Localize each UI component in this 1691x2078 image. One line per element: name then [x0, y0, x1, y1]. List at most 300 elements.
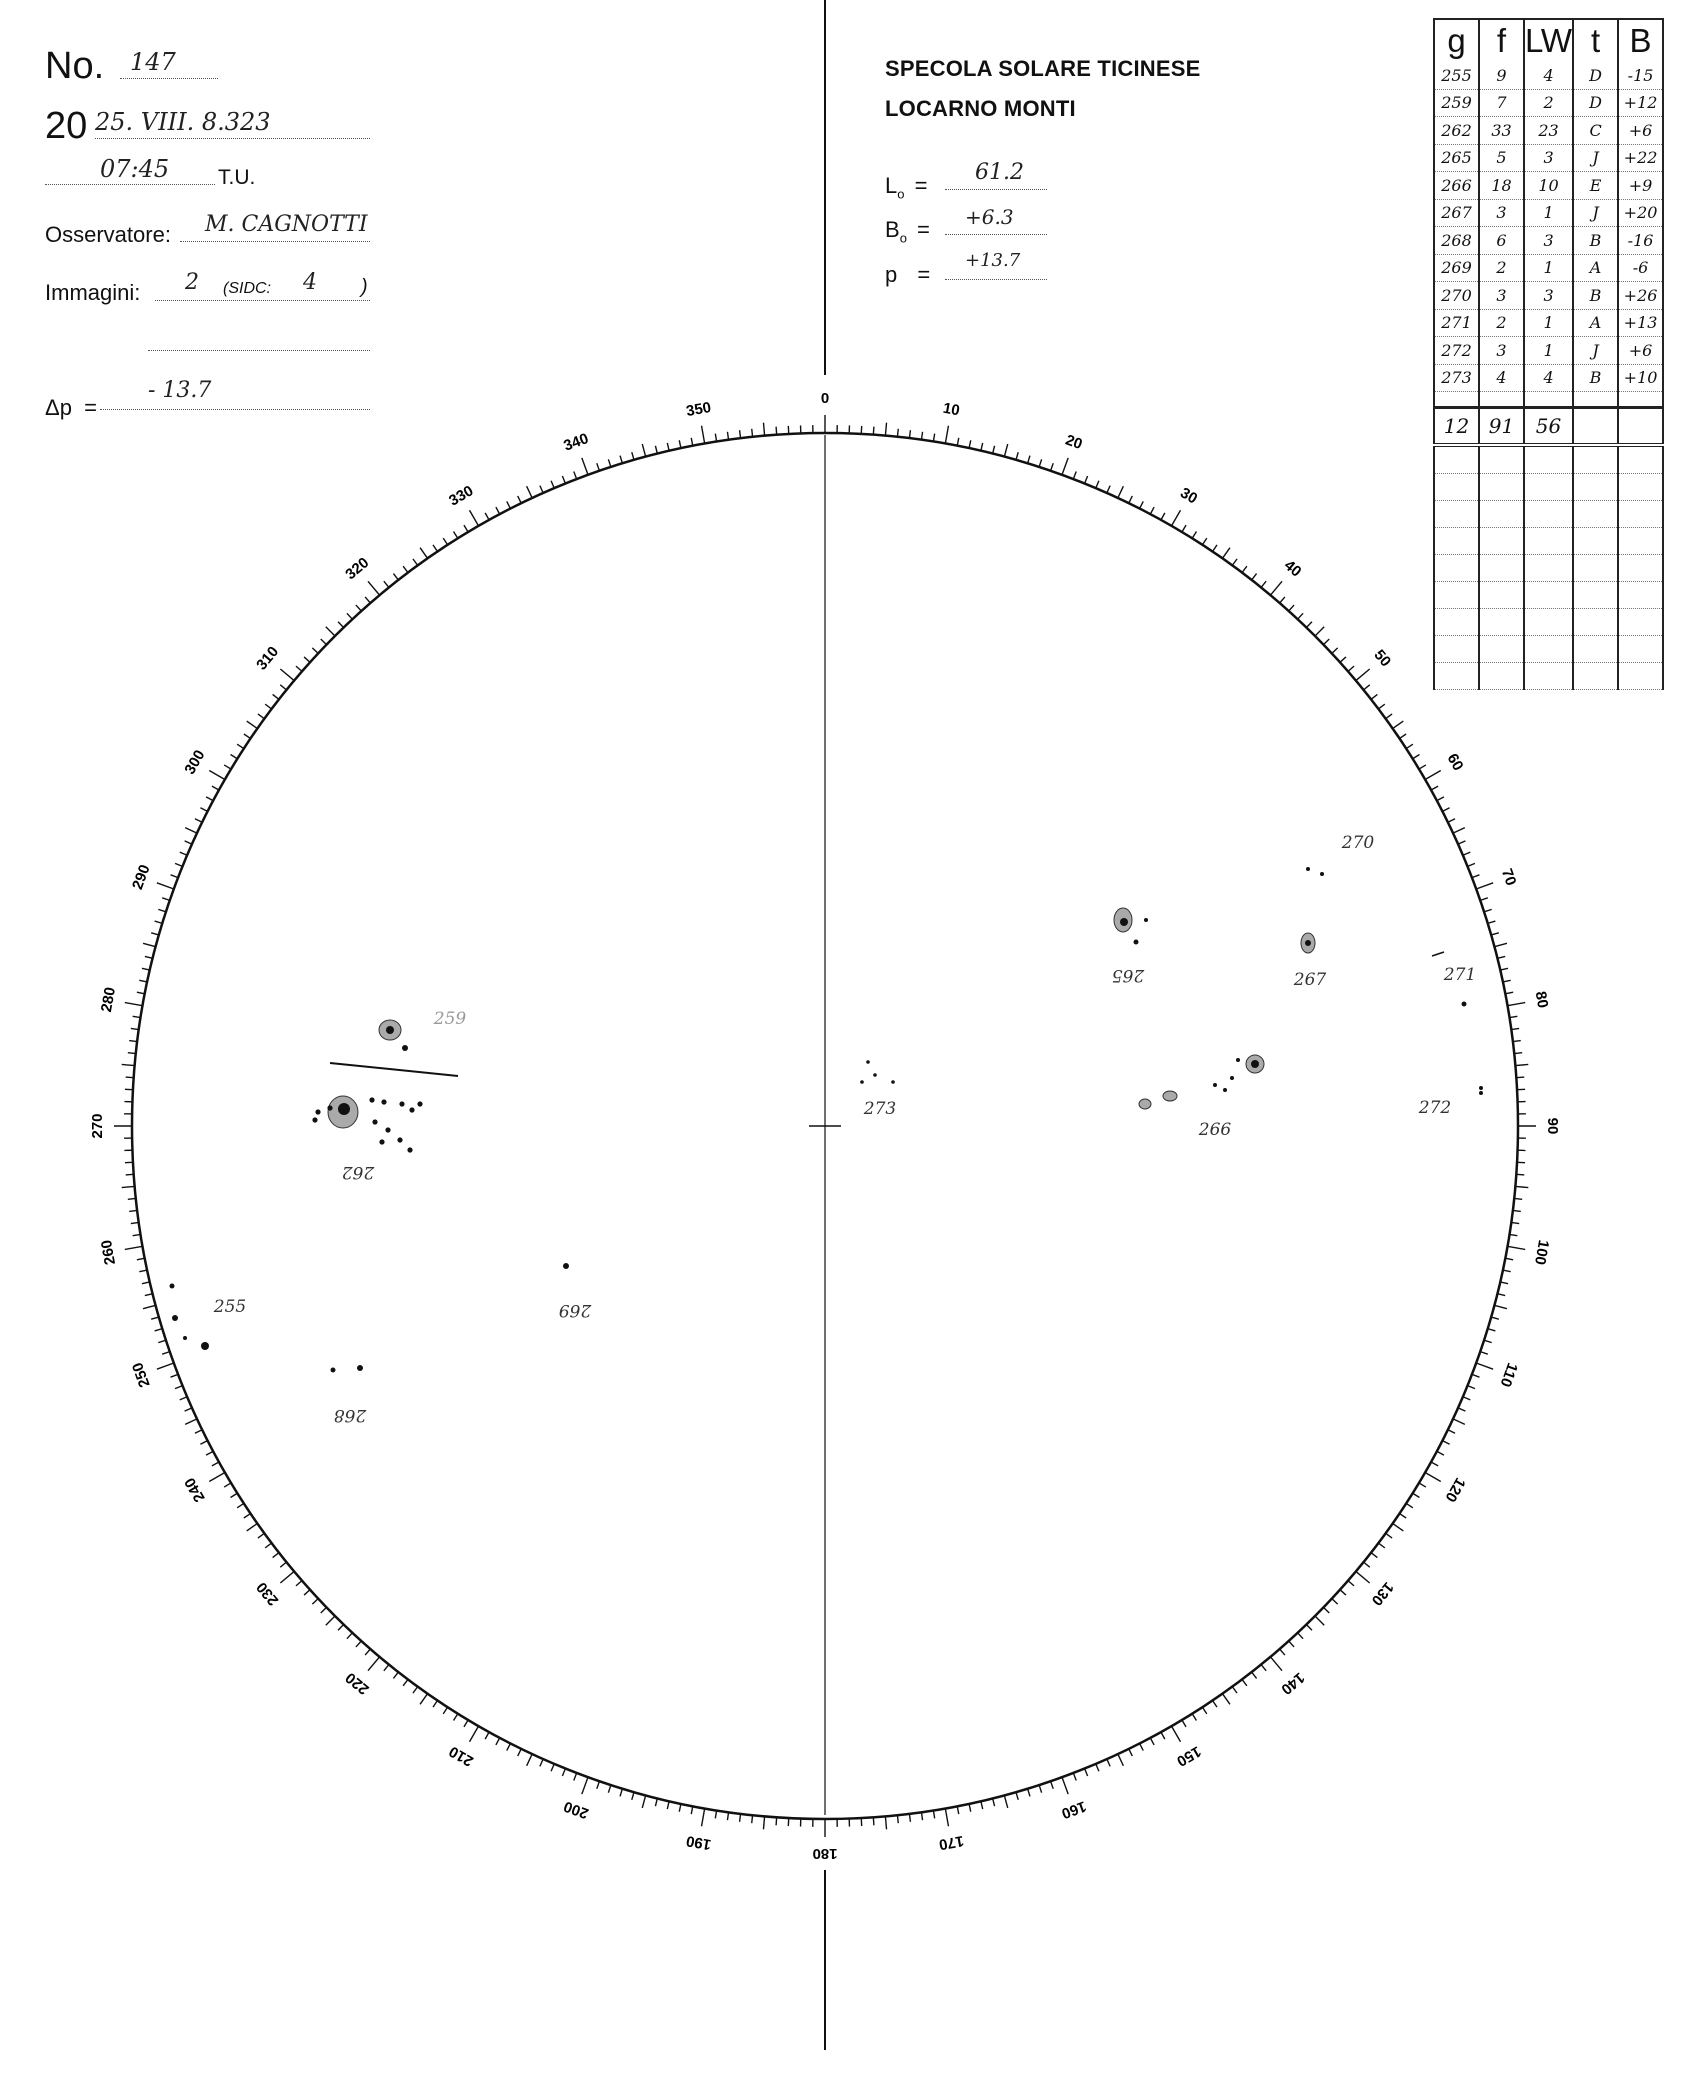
spot-255: [170, 1284, 175, 1289]
degree-tick: [1192, 532, 1196, 539]
cell-b: +13: [1618, 309, 1663, 337]
degree-tick: [1515, 1186, 1528, 1187]
degree-tick: [540, 486, 543, 493]
degree-label: 170: [937, 1831, 966, 1854]
degree-tick: [1213, 545, 1217, 552]
degree-label: 110: [1496, 1360, 1521, 1390]
degree-tick: [1192, 1714, 1196, 1721]
degree-tick: [1371, 694, 1377, 699]
cell-t: J: [1573, 199, 1618, 227]
degree-tick: [574, 1773, 577, 1780]
cell-t: E: [1573, 172, 1618, 200]
degree-tick: [1315, 1616, 1324, 1625]
degree-tick: [126, 1174, 134, 1175]
cell-lw: 1: [1524, 199, 1573, 227]
degree-tick: [679, 440, 681, 448]
degree-label: 60: [1443, 750, 1467, 774]
degree-tick: [1242, 1679, 1247, 1685]
degree-tick: [993, 446, 995, 454]
cell-b: -6: [1618, 254, 1663, 282]
degree-tick: [1497, 956, 1505, 958]
group-label-255: 255: [213, 1297, 247, 1317]
degree-tick: [265, 704, 271, 709]
degree-tick: [122, 1064, 135, 1065]
degree-tick: [1004, 1795, 1007, 1808]
degree-tick: [752, 429, 753, 437]
degree-tick: [128, 1198, 136, 1199]
degree-tick: [209, 771, 225, 780]
degree-tick: [518, 496, 522, 503]
degree-tick: [1348, 1581, 1354, 1586]
degree-tick: [1453, 1419, 1465, 1424]
group-label-270: 270: [1341, 833, 1375, 853]
degree-tick: [347, 1633, 352, 1639]
degree-tick: [1458, 1408, 1465, 1411]
spot-259-umbra: [386, 1026, 394, 1034]
degree-tick: [1172, 1726, 1181, 1742]
degree-tick: [1118, 486, 1123, 498]
degree-tick: [1425, 1473, 1441, 1482]
degree-label: 220: [342, 1668, 373, 1698]
degree-tick: [1378, 1543, 1384, 1548]
spot-272: [1479, 1091, 1483, 1095]
spot-273: [860, 1080, 864, 1084]
spot-273: [866, 1060, 870, 1064]
degree-tick: [231, 1493, 238, 1497]
degree-label: 70: [1497, 866, 1520, 888]
degree-tick: [280, 1562, 286, 1567]
degree-tick: [312, 1599, 318, 1604]
degree-tick: [1298, 613, 1303, 619]
degree-tick: [347, 613, 352, 619]
degree-tick: [582, 1777, 588, 1794]
degree-label: 250: [129, 1360, 154, 1390]
degree-tick: [909, 430, 910, 438]
degree-tick: [1340, 1590, 1346, 1595]
spot-266c-penumbra: [1163, 1091, 1177, 1101]
degree-tick: [933, 1810, 934, 1818]
degree-tick: [945, 1808, 948, 1826]
degree-tick: [897, 1815, 898, 1823]
degree-label: 330: [446, 482, 477, 510]
degree-tick: [258, 1533, 264, 1538]
degree-tick: [1016, 1792, 1018, 1800]
degree-tick: [1096, 1764, 1099, 1771]
degree-tick: [231, 755, 238, 759]
spot-255: [172, 1315, 178, 1321]
degree-tick: [443, 1707, 447, 1714]
degree-tick: [1222, 548, 1229, 559]
degree-tick: [296, 1581, 302, 1586]
degree-tick: [1463, 852, 1470, 855]
degree-tick: [1425, 771, 1441, 780]
degree-label: 160: [1059, 1797, 1089, 1822]
degree-tick: [1458, 841, 1465, 844]
group-label-266: 266: [1198, 1120, 1232, 1140]
spot-265-small: [1144, 918, 1148, 922]
degree-tick: [933, 434, 934, 442]
degree-tick: [1280, 597, 1285, 603]
spot-262-small: [417, 1101, 422, 1106]
degree-tick: [1472, 1374, 1479, 1377]
degree-tick: [873, 1817, 874, 1825]
degree-tick: [1298, 1633, 1303, 1639]
degree-tick: [224, 765, 231, 769]
degree-label: 40: [1280, 556, 1305, 581]
cell-t: B: [1573, 282, 1618, 310]
degree-tick: [540, 1759, 543, 1766]
degree-tick: [128, 1053, 136, 1054]
degree-tick: [873, 427, 874, 435]
cell-t: B: [1573, 227, 1618, 255]
degree-tick: [1161, 513, 1165, 520]
degree-tick: [1406, 1503, 1413, 1507]
degree-tick: [464, 1720, 468, 1727]
degree-tick: [1172, 510, 1181, 526]
degree-tick: [1503, 980, 1511, 982]
degree-tick: [1393, 721, 1404, 728]
degree-tick: [667, 443, 669, 451]
cell-f: 9: [1479, 62, 1524, 89]
degree-tick: [1468, 863, 1475, 866]
degree-tick: [129, 1041, 137, 1042]
degree-tick: [1413, 1493, 1420, 1497]
degree-label: 240: [181, 1474, 209, 1505]
cell-b: +12: [1618, 89, 1663, 117]
cell-lw: 1: [1524, 309, 1573, 337]
cell-f: 2: [1479, 254, 1524, 282]
degree-tick: [740, 430, 741, 438]
cell-lw: 23: [1524, 117, 1573, 145]
degree-tick: [470, 510, 479, 526]
degree-tick: [691, 1806, 693, 1814]
observatory-location: LOCARNO MONTI: [885, 96, 1076, 121]
degree-tick: [137, 1258, 145, 1260]
degree-tick: [312, 648, 318, 653]
degree-tick: [1315, 627, 1324, 636]
degree-tick: [1289, 1641, 1294, 1647]
degree-tick: [158, 1340, 166, 1342]
degree-tick: [224, 1483, 231, 1487]
degree-tick: [527, 1754, 532, 1766]
degree-tick: [145, 956, 153, 958]
cell-g: 262: [1434, 117, 1479, 145]
degree-tick: [321, 639, 327, 645]
degree-tick: [1476, 883, 1493, 889]
cell-f: 4: [1479, 364, 1524, 392]
degree-tick: [470, 1726, 479, 1742]
degree-tick: [185, 841, 192, 844]
degree-tick: [1507, 1246, 1525, 1249]
degree-tick: [740, 1814, 741, 1822]
group-separator-line: [330, 1063, 458, 1076]
l0-sub: o: [897, 186, 905, 202]
degree-tick: [1516, 1077, 1524, 1078]
degree-tick: [365, 1649, 370, 1655]
degree-tick: [1280, 1649, 1285, 1655]
degree-tick: [507, 501, 511, 508]
degree-tick: [443, 538, 447, 545]
delta-p-field: - 13.7: [100, 378, 370, 410]
degree-tick: [1488, 921, 1496, 923]
spot-268: [331, 1368, 336, 1373]
degree-tick: [326, 1616, 335, 1625]
degree-tick: [1480, 898, 1488, 901]
group-label-262: 262: [341, 1162, 375, 1182]
degree-tick: [1232, 559, 1237, 565]
spot-273: [873, 1073, 877, 1077]
degree-tick: [326, 627, 335, 636]
degree-tick: [1500, 1282, 1508, 1284]
spot-262-small: [327, 1105, 332, 1110]
degree-tick: [485, 1732, 489, 1739]
degree-tick: [642, 1795, 645, 1808]
cell-g: 259: [1434, 89, 1479, 117]
degree-tick: [608, 459, 610, 467]
group-labels: [213, 833, 1476, 1425]
degree-tick: [1306, 1625, 1312, 1631]
degree-tick: [993, 1798, 995, 1806]
degree-tick: [1289, 605, 1294, 611]
degree-tick: [1472, 875, 1479, 878]
sidc-value: 4: [303, 270, 317, 295]
b0-field: +6.3: [945, 205, 1047, 235]
degree-tick: [403, 566, 408, 572]
degree-tick: [1491, 1317, 1499, 1319]
degree-tick: [171, 875, 178, 878]
degree-tick: [1463, 1397, 1470, 1400]
spot-269: [563, 1263, 569, 1269]
degree-tick: [1150, 507, 1154, 514]
observer-label: Osservatore:: [45, 222, 171, 247]
cell-g: 268: [1434, 227, 1479, 255]
cell-lw: 10: [1524, 172, 1573, 200]
degree-tick: [247, 1523, 258, 1530]
degree-tick: [981, 443, 983, 451]
cell-f: 18: [1479, 172, 1524, 200]
cell-t: D: [1573, 89, 1618, 117]
degree-tick: [200, 808, 207, 812]
col-header-g: g: [1434, 19, 1479, 62]
degree-tick: [1476, 1363, 1493, 1369]
degree-tick: [1252, 1672, 1257, 1678]
degree-tick: [1340, 657, 1346, 662]
total-g: 12: [1434, 408, 1479, 446]
degree-tick: [551, 1764, 554, 1771]
degree-tick: [157, 883, 174, 889]
degree-label: 0: [820, 389, 830, 407]
cell-g: 265: [1434, 144, 1479, 172]
degree-tick: [142, 1282, 150, 1284]
degree-tick: [133, 1234, 141, 1235]
delta-p-label: Δp =: [45, 395, 98, 420]
degree-tick: [1515, 1064, 1528, 1065]
degree-tick: [304, 657, 310, 662]
date-field: 25. VIII. 8.323: [95, 108, 370, 139]
degree-tick: [1514, 1053, 1522, 1054]
degree-tick: [413, 559, 418, 565]
degree-tick: [1503, 1270, 1511, 1272]
degree-tick: [273, 1553, 279, 1558]
cell-g: 272: [1434, 337, 1479, 365]
cell-g: 271: [1434, 309, 1479, 337]
degree-tick: [368, 581, 380, 595]
degree-tick: [597, 1781, 600, 1789]
degree-label: 120: [1441, 1474, 1469, 1505]
degree-tick: [1448, 1430, 1455, 1434]
degree-tick: [158, 909, 166, 911]
degree-tick: [1453, 828, 1465, 833]
spot-262-small: [379, 1139, 384, 1144]
spot-266-small: [1223, 1088, 1227, 1092]
degree-tick: [1222, 1694, 1229, 1705]
degree-tick: [1484, 1340, 1492, 1342]
degree-tick: [620, 1789, 622, 1797]
degree-tick: [1364, 685, 1370, 690]
degree-tick: [1431, 786, 1438, 790]
degree-tick: [562, 476, 565, 483]
degree-tick: [1118, 1754, 1123, 1766]
degree-tick: [620, 456, 622, 464]
spot-272: [1479, 1086, 1483, 1090]
degree-tick: [1437, 797, 1444, 801]
degree-label: 350: [684, 398, 713, 421]
degree-tick: [393, 1672, 398, 1678]
degree-tick: [200, 1441, 207, 1445]
degree-tick: [265, 1543, 271, 1548]
degree-tick: [485, 513, 489, 520]
degree-label: 310: [253, 643, 283, 674]
cell-lw: 1: [1524, 337, 1573, 365]
spot-266b-penumbra: [1139, 1099, 1151, 1109]
degree-tick: [969, 1804, 971, 1812]
degree-tick: [1442, 1441, 1449, 1445]
cell-g: 273: [1434, 364, 1479, 392]
degree-tick: [1332, 1599, 1338, 1604]
degree-tick: [957, 1806, 959, 1814]
degree-tick: [1085, 1769, 1088, 1776]
degree-tick: [1062, 1777, 1068, 1794]
degree-tick: [180, 852, 187, 855]
degree-tick: [1150, 1738, 1154, 1745]
degree-tick: [393, 574, 398, 580]
degree-tick: [691, 438, 693, 446]
degree-tick: [776, 1817, 777, 1825]
degree-tick: [1500, 968, 1508, 970]
degree-tick: [206, 797, 213, 801]
degree-tick: [420, 1694, 427, 1705]
degree-tick: [122, 1186, 135, 1187]
degree-tick: [185, 1408, 192, 1411]
degree-tick: [1511, 1028, 1519, 1029]
cell-lw: 2: [1524, 89, 1573, 117]
degree-tick: [321, 1607, 327, 1613]
l0-letter: L: [885, 173, 898, 198]
degree-tick: [1413, 755, 1420, 759]
degree-tick: [1261, 1665, 1266, 1671]
degree-tick: [551, 481, 554, 488]
degree-tick: [403, 1679, 408, 1685]
cell-b: -15: [1618, 62, 1663, 89]
cell-f: 3: [1479, 282, 1524, 310]
degree-tick: [145, 1294, 153, 1296]
degree-label: 340: [561, 430, 591, 455]
degree-tick: [304, 1590, 310, 1595]
degree-tick: [1406, 744, 1413, 748]
degree-tick: [1039, 459, 1041, 467]
degree-tick: [280, 1571, 294, 1583]
degree-tick: [244, 1514, 251, 1518]
spot-262-small: [399, 1101, 404, 1106]
degree-tick: [776, 427, 777, 435]
degree-tick: [433, 545, 437, 552]
degree-tick: [1028, 1789, 1030, 1797]
spot-265-umbra: [1120, 918, 1128, 926]
b0-letter: B: [885, 217, 900, 242]
degree-tick: [356, 605, 361, 611]
degree-tick: [384, 581, 389, 587]
degree-tick: [1505, 1258, 1513, 1260]
degree-tick: [1073, 472, 1076, 479]
degree-tick: [597, 463, 600, 471]
degree-label: 230: [253, 1578, 283, 1609]
degree-tick: [1107, 1759, 1110, 1766]
col-header-f: f: [1479, 19, 1524, 62]
degree-tick: [155, 921, 163, 923]
spot-262-small: [369, 1097, 374, 1102]
degree-tick: [1494, 1305, 1507, 1308]
degree-tick: [280, 685, 286, 690]
degree-tick: [129, 1210, 137, 1211]
degree-tick: [921, 432, 922, 440]
degree-tick: [1513, 1041, 1521, 1042]
degree-tick: [1448, 819, 1455, 823]
group-label-268: 268: [333, 1405, 367, 1425]
degree-tick: [155, 1329, 163, 1331]
degree-tick: [171, 1374, 178, 1377]
degree-label: 10: [941, 399, 962, 420]
degree-tick: [1270, 1657, 1282, 1671]
degree-tick: [1356, 669, 1370, 681]
degree-tick: [642, 444, 645, 457]
degree-label: 200: [561, 1797, 591, 1822]
spot-259-small: [402, 1045, 408, 1051]
cell-t: B: [1573, 364, 1618, 392]
degree-tick: [1494, 943, 1507, 946]
degree-tick: [151, 933, 159, 935]
meridian-axis: [809, 0, 841, 2050]
degree-tick: [433, 1701, 437, 1708]
degree-tick: [632, 1792, 634, 1800]
degree-label: 90: [1544, 1117, 1562, 1135]
degree-tick: [212, 786, 219, 790]
cell-f: 7: [1479, 89, 1524, 117]
time-unit-label: T.U.: [218, 166, 256, 189]
cell-g: 269: [1434, 254, 1479, 282]
l0-eq: =: [914, 173, 928, 198]
degree-tick: [1085, 476, 1088, 483]
spot-270: [1306, 867, 1310, 871]
year-prefix: 20: [45, 105, 88, 147]
degree-tick: [715, 434, 716, 442]
degree-tick: [175, 863, 182, 866]
spot-266-small: [1236, 1058, 1240, 1062]
degree-tick: [209, 1473, 225, 1482]
degree-tick: [280, 669, 294, 681]
group-label-267: 267: [1293, 970, 1327, 990]
degree-tick: [185, 828, 197, 833]
degree-tick: [1509, 1234, 1517, 1235]
